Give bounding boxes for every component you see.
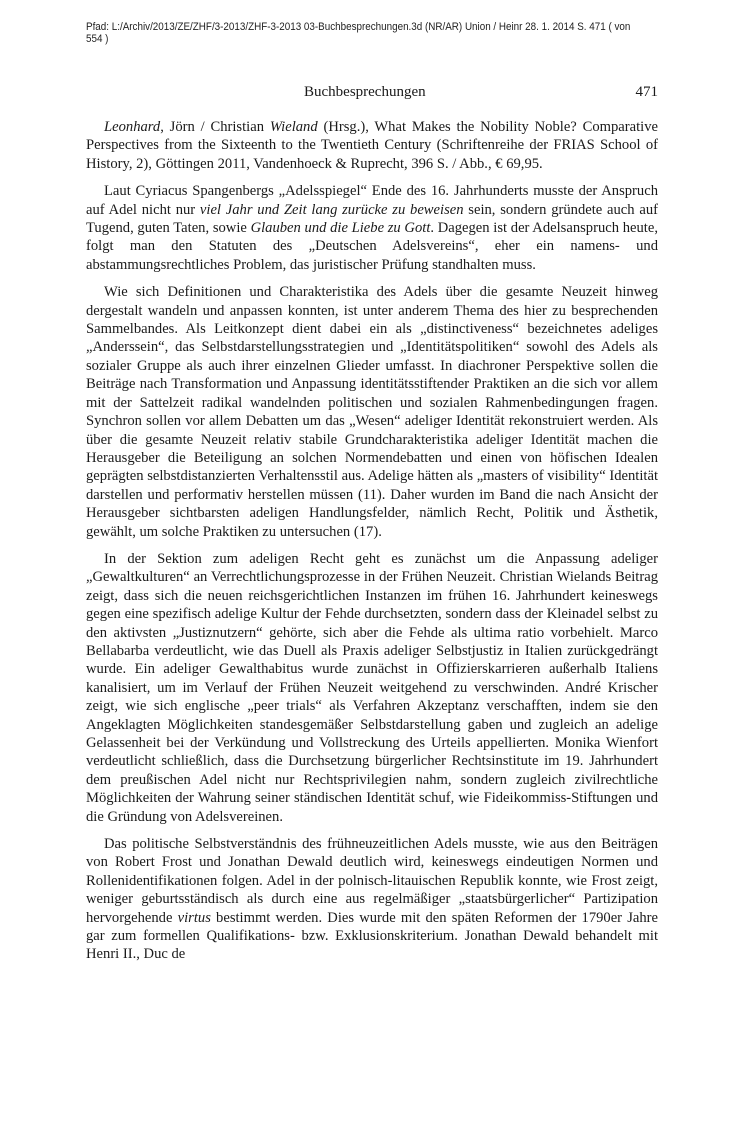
paragraph-1	[86, 182, 658, 274]
article-body	[86, 118, 658, 973]
paragraph-3: In der Sektion zum adeligen Recht geht es zunächst um die Anpassung adeliger „Gewaltkulturen“ an Verrechtlichungsprozesse in der Frühen Neuzeit. Christian Wielands Beitrag zeigt, dass sich die neuen reichsgerichtlichen Instanzen im frühen 16. Jahrhundert keineswegs gegen eine spezifisch adelige Kultur der Fehde durchsetzten, sondern dass der Kleinadel selbst zu den aktivsten „Justiznutzern“ gehörte, sich aber die Fehde als ultima ratio vorbehielt. Marco Bellabarba verdeutlicht, wie das Duell als Praxis adeliger Selbstjustiz in Italien zurückgedrängt wurde. Ein adeliger Gewalthabitus wurde zunächst in Offizierskarrieren außerhalb Italiens kanalisiert, um im Verlauf der Frühen Neuzeit weitgehend zu verschwinden. André Krischer zeigt, wie sich englische „peer trials“ als Verfahren Akzeptanz verschafften, indem sie den Angeklagten Möglichkeiten standesgemäßer Selbstdarstellung gaben und zugleich an adelige Gelassenheit bei der Verkündung und Vollstreckung des Urteils appellierten. Monika Wienfort verdeutlicht schließlich, dass die Durchsetzung bürgerlicher Rechtsinstitute im 19. Jahrhundert dem preußischen Adel nicht nur Rechtsprivilegien nahm, sondern zugleich zivilrechtliche Möglichkeiten der Wahrung seiner ständischen Identität schuf, wie Fideikommiss-Stiftungen und die Gründung von Adelsvereinen.	[86, 550, 658, 825]
paragraph-4	[86, 835, 658, 964]
p4-text-c: bestimmt werden. Dies wurde mit den späten Reformen der 1790er Jahre gar zum formellen Qualifikations- bzw. Exklusionskriterium. Jonathan Dewald behandelt mit Henri II., Duc de	[86, 909, 659, 963]
author1-rest: , Jörn / Christian	[160, 119, 270, 135]
p1-text-e: . Dagegen ist der Adelsanspruch heute, folgt man den Statuten des „Deutschen Adelsvereins“, eher ein namens- und abstammungsrechtliches Problem, das juristischer Prüfung standhalten muss.	[86, 220, 658, 273]
author1-surname: Leonhard	[104, 119, 161, 135]
author2-surname: Wieland	[269, 119, 318, 135]
book-citation	[86, 118, 658, 173]
citation-rest: (Hrsg.), What Makes the Nobility Noble? Comparative Perspectives from the Sixteenth to the Twentieth Century (Schriftenreihe der FRIAS School of History, 2), Göttingen 2011, Vandenhoeck & Ruprecht, 396 S. / Abb., € 69,95.	[86, 119, 658, 172]
p4-text-a: Das politische Selbstverständnis des frühneuzeitlichen Adels musste, wie aus den Beiträgen von Robert Frost und Jonathan Dewald deutlich wird, keineswegs eindeutigen Normen und Rollenidentifikationen folgen. Adel in der polnisch-litauischen Republik konnte, wie Frost zeigt, weniger geburtsständisch als durch eine aus regelmäßiger „staatsbürgerlicher“ Partizipation hervorgehende	[86, 836, 658, 926]
file-path-header: Pfad: L:/Archiv/2013/ZE/ZHF/3-2013/ZHF-3-2013 03-Buchbesprechungen.3d (NR/AR) Union / Heinr 28. 1. 2014 S. 471 ( von 554 )	[86, 21, 631, 45]
p1-text-a: Laut Cyriacus Spangenbergs „Adelsspiegel“ Ende des 16. Jahrhunderts musste der Anspruch auf Adel nicht nur	[86, 183, 658, 218]
p1-quote-1: viel Jahr und Zeit lang zurücke zu beweisen	[199, 201, 464, 218]
p1-text-c: sein, sondern gründete auch auf Tugend, guten Taten, sowie	[86, 201, 658, 237]
section-title: Buchbesprechungen	[304, 84, 426, 100]
p1-quote-2: Glauben und die Liebe zu Gott	[250, 220, 431, 237]
page-number: 471	[635, 84, 658, 100]
running-head	[104, 84, 658, 102]
paragraph-2: Wie sich Definitionen und Charakteristika des Adels über die gesamte Neuzeit hinweg dergestalt wandeln und anpassen konnten, ist unter anderem Thema des hier zu besprechenden Sammelbandes. Als Leitkonzept dient dabei ein als „distinctiveness“ bezeichnetes adeliges „Anderssein“, das Selbstdarstellungsstrategien und „Identitätspolitiken“ sowohl des Adels als sozialer Gruppe als auch ihrer einzelnen Glieder umfasst. In diachroner Perspektive sollen die Beiträge nach Transformation und Anpassung identitätsstiftender Praktiken an die sich vor allem mit der Sattelzeit radikal wandelnden politischen und sozialen Rahmenbedingungen fragen. Synchron sollen vor allem Debatten um das „Wesen“ adeliger Identität rekonstruiert werden. Als über die gesamte Neuzeit relativ stabile Grundcharakteristika adeliger Identität machen die Herausgeber die Beteiligung an solchen Normendebatten und einen von höfischen Idealen geprägten selbstdistanzierten Verhaltensstil aus. Adelige hätten als „masters of visibility“ Identität darstellen und performativ herstellen müssen (11). Daher wurden im Band die nach Ansicht der Herausgeber sichtbarsten adeligen Handlungsfelder, nämlich Recht, Politik und Ästhetik, gewählt, um solche Praktiken zu untersuchen (17).	[86, 284, 658, 540]
p4-virtus: virtus	[177, 909, 211, 926]
